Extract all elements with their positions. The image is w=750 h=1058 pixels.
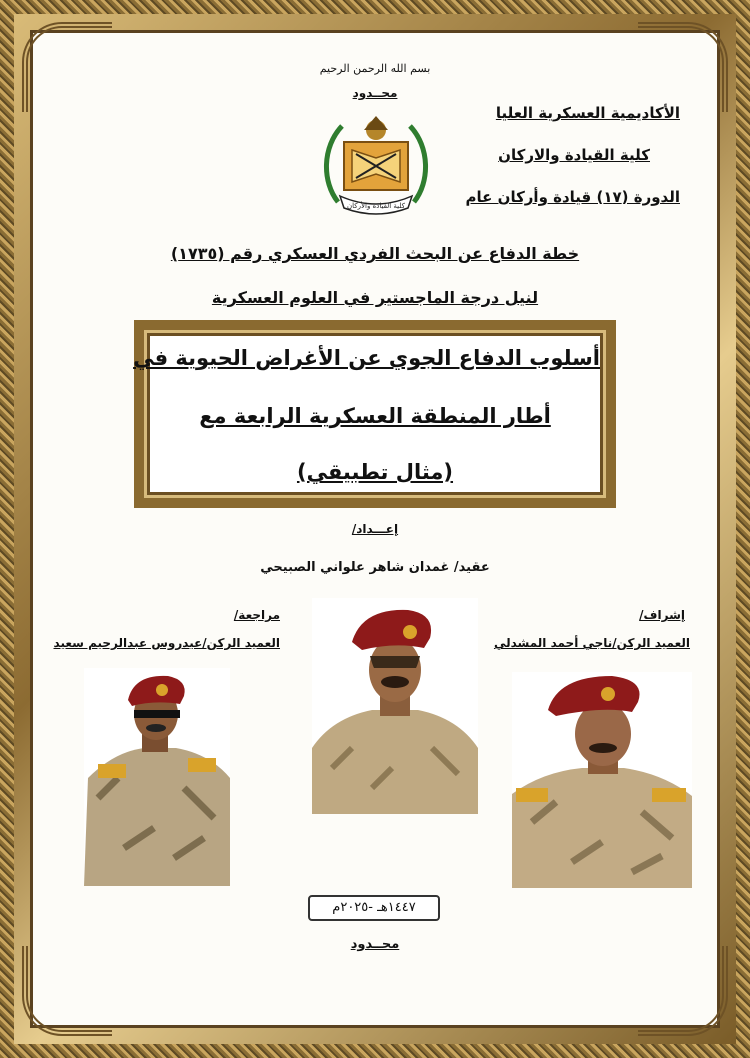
review-label: مراجعة/ bbox=[233, 608, 280, 622]
college-name: كلية القيادة والاركان bbox=[498, 146, 650, 164]
frame-corner-ornament bbox=[22, 22, 112, 112]
military-academy-emblem-icon bbox=[318, 112, 434, 218]
basmala: بسم الله الرحمن الرحيم bbox=[319, 62, 431, 75]
classification-bottom: محــدود bbox=[350, 937, 400, 952]
thesis-title-line-1: أسلوب الدفاع الجوي عن الأغراض الحيوية في bbox=[133, 346, 600, 370]
frame-corner-ornament bbox=[638, 22, 728, 112]
research-plan-title: خطة الدفاع عن البحث الفردي العسكري رقم (١٧٣٥) bbox=[170, 244, 580, 263]
author-photo bbox=[312, 598, 478, 814]
author-name: عقيد/ غمدان شاهر علواني الصبيحي bbox=[260, 560, 490, 575]
frame-corner-ornament bbox=[22, 946, 112, 1036]
thesis-title-line-3: (مثال تطبيقي) bbox=[296, 460, 454, 484]
supervisor-photo bbox=[512, 672, 692, 888]
course-name: الدورة (١٧) قيادة وأركان عام bbox=[465, 188, 680, 206]
academy-name: الأكاديمية العسكرية العليا bbox=[495, 104, 680, 122]
thesis-title-line-2: أطار المنطقة العسكرية الرابعة مع bbox=[199, 404, 551, 428]
frame-corner-ornament bbox=[638, 946, 728, 1036]
supervision-label: إشراف/ bbox=[639, 608, 685, 622]
prepared-by-label: إعـــداد/ bbox=[351, 522, 399, 536]
reviewer-name: العميد الركن/عيدروس عبدالرحيم سعيد bbox=[53, 636, 280, 650]
classification-top: محــدود bbox=[352, 86, 398, 100]
reviewer-photo bbox=[84, 668, 230, 886]
degree-line: لنيل درجة الماجستير في العلوم العسكرية bbox=[211, 288, 539, 307]
supervisor-name: العميد الركن/ناجي أحمد المشدلي bbox=[493, 636, 690, 650]
date-box: ١٤٤٧هـ -٢٠٢٥م bbox=[308, 895, 440, 921]
emblem-banner-text: كلية القيادة والأركان bbox=[347, 202, 405, 210]
